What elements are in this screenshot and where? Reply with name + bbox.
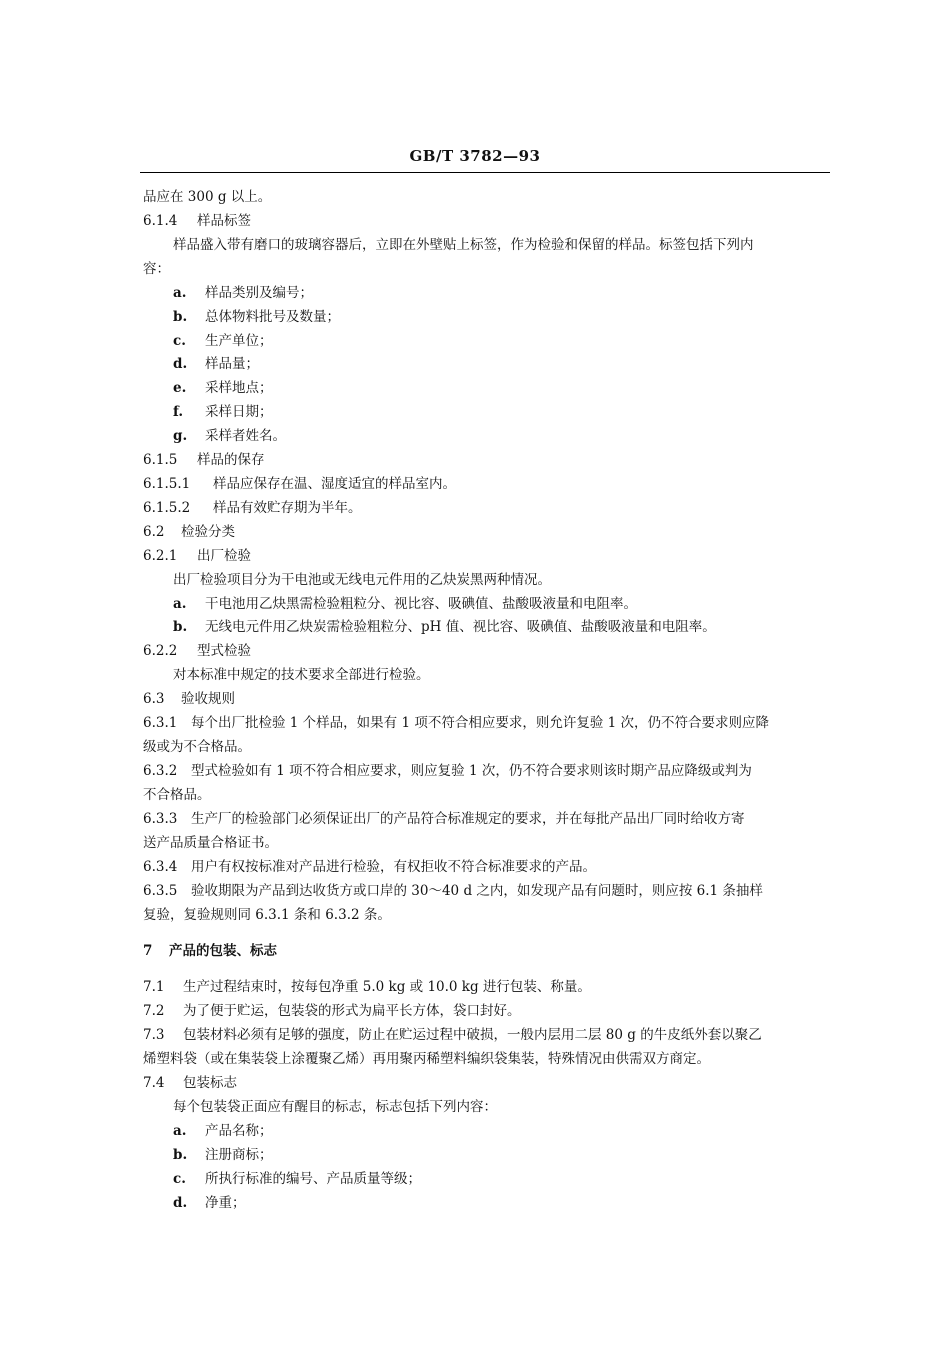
paragraph-line: 样品盛入带有磨口的玻璃容器后，立即在外壁贴上标签，作为检验和保留的样品。标签包括下列内 — [173, 237, 754, 253]
section-number: 7.2 — [143, 1003, 165, 1019]
paragraph-line: 不合格品。 — [143, 787, 211, 803]
section-6-2 — [143, 523, 235, 541]
list-item — [173, 308, 340, 326]
paragraph-line: 对本标准中规定的技术要求全部进行检验。 — [173, 667, 430, 683]
paragraph-line: 送产品质量合格证书。 — [143, 835, 278, 851]
list-item — [173, 284, 313, 302]
header-rule — [140, 172, 830, 173]
section-6-3-1 — [143, 714, 769, 732]
section-number: 6.3.4 — [143, 859, 178, 875]
section-number: 6.1.5 — [143, 452, 178, 468]
section-title: 样品标签 — [197, 213, 251, 229]
section-text: 验收期限为产品到达收货方或口岸的 30～40 d 之内，如发现产品有问题时，则应按 6.1 条抽样 — [191, 883, 763, 899]
section-6-1-5 — [143, 451, 265, 469]
section-6-2-1 — [143, 547, 251, 565]
list-marker: c. — [173, 333, 186, 349]
list-marker: b. — [173, 1147, 188, 1163]
section-text: 型式检验如有 1 项不符合相应要求，则应复验 1 次，仍不符合要求则该时期产品应降级或判为 — [191, 763, 752, 779]
paragraph-line: 出厂检验项目分为干电池或无线电元件用的乙炔炭黑两种情况。 — [173, 572, 551, 588]
list-item — [173, 595, 637, 613]
section-title: 产品的包装、标志 — [169, 943, 277, 959]
paragraph-line: 复验，复验规则同 6.3.1 条和 6.3.2 条。 — [143, 907, 391, 923]
paragraph-line: 每个包装袋正面应有醒目的标志，标志包括下列内容： — [173, 1099, 497, 1115]
list-item — [173, 379, 273, 397]
chapter-7-heading — [143, 942, 277, 960]
section-text: 用户有权按标准对产品进行检验，有权拒收不符合标准要求的产品。 — [191, 859, 596, 875]
paragraph-line: 级或为不合格品。 — [143, 739, 251, 755]
list-text: 样品类别及编号； — [205, 285, 313, 301]
section-text: 生产厂的检验部门必须保证出厂的产品符合标准规定的要求，并在每批产品出厂同时给收方寄 — [191, 811, 745, 827]
section-6-2-2 — [143, 642, 251, 660]
section-number: 6.2.1 — [143, 548, 178, 564]
section-6-3-3 — [143, 810, 745, 828]
section-title: 样品的保存 — [197, 452, 265, 468]
list-marker: a. — [173, 596, 187, 612]
list-item — [173, 332, 273, 350]
list-text: 净重； — [205, 1195, 246, 1211]
paragraph-line: 烯塑料袋（或在集装袋上涂覆聚乙烯）再用聚丙稀塑料编织袋集装，特殊情况由供需双方商定。 — [143, 1051, 710, 1067]
list-marker: b. — [173, 619, 188, 635]
list-item — [173, 355, 259, 373]
list-item — [173, 1170, 421, 1188]
list-text: 总体物料批号及数量； — [205, 309, 340, 325]
section-number: 6.3.5 — [143, 883, 178, 899]
list-item — [173, 1122, 273, 1140]
section-7-1 — [143, 978, 591, 996]
section-7-2 — [143, 1002, 521, 1020]
list-text: 采样者姓名。 — [205, 428, 286, 444]
section-6-3-4 — [143, 858, 596, 876]
section-number: 6.3 — [143, 691, 165, 707]
list-marker: f. — [173, 404, 184, 420]
list-text: 干电池用乙炔黑需检验粗粒分、视比容、吸碘值、盐酸吸液量和电阻率。 — [205, 596, 637, 612]
section-7-4 — [143, 1074, 237, 1092]
list-text: 生产单位； — [205, 333, 273, 349]
section-number: 6.2.2 — [143, 643, 178, 659]
section-number: 6.3.3 — [143, 811, 178, 827]
section-6-3 — [143, 690, 235, 708]
list-marker: g. — [173, 428, 188, 444]
section-7-3 — [143, 1026, 762, 1044]
section-number: 6.2 — [143, 524, 165, 540]
section-number: 6.1.5.1 — [143, 476, 191, 492]
section-text: 每个出厂批检验 1 个样品，如果有 1 项不符合相应要求，则允许复验 1 次，仍不符合要求则应降 — [191, 715, 770, 731]
list-text: 无线电元件用乙炔炭需检验粗粒分、pH 值、视比容、吸碘值、盐酸吸液量和电阻率。 — [205, 619, 716, 635]
section-number: 6.1.4 — [143, 213, 178, 229]
section-6-1-5-1 — [143, 475, 456, 493]
list-marker: a. — [173, 1123, 187, 1139]
section-number: 7.4 — [143, 1075, 165, 1091]
list-item — [173, 1194, 246, 1212]
section-number: 6.3.1 — [143, 715, 178, 731]
list-text: 采样日期； — [205, 404, 273, 420]
list-text: 采样地点； — [205, 380, 273, 396]
section-title: 包装标志 — [183, 1075, 237, 1091]
section-text: 样品有效贮存期为半年。 — [213, 500, 362, 516]
list-marker: a. — [173, 285, 187, 301]
section-text: 为了便于贮运，包装袋的形式为扁平长方体，袋口封好。 — [183, 1003, 521, 1019]
paragraph-line: 容： — [143, 261, 170, 277]
list-text: 产品名称； — [205, 1123, 273, 1139]
section-number: 6.3.2 — [143, 763, 178, 779]
section-title: 验收规则 — [181, 691, 235, 707]
section-number: 7.3 — [143, 1027, 165, 1043]
list-marker: d. — [173, 1195, 188, 1211]
section-number: 6.1.5.2 — [143, 500, 191, 516]
section-title: 型式检验 — [197, 643, 251, 659]
section-number: 7.1 — [143, 979, 165, 995]
section-text: 样品应保存在温、湿度适宜的样品室内。 — [213, 476, 456, 492]
list-text: 样品量； — [205, 356, 259, 372]
list-text: 所执行标准的编号、产品质量等级； — [205, 1171, 421, 1187]
section-number: 7 — [143, 943, 153, 959]
section-title: 检验分类 — [181, 524, 235, 540]
list-item — [173, 618, 716, 636]
section-6-1-4 — [143, 212, 251, 230]
section-text: 生产过程结束时，按每包净重 5.0 kg 或 10.0 kg 进行包装、称量。 — [183, 979, 591, 995]
list-marker: e. — [173, 380, 187, 396]
list-text: 注册商标； — [205, 1147, 273, 1163]
section-text: 包装材料必须有足够的强度，防止在贮运过程中破损，一般内层用二层 80 g 的牛皮纸外套以聚乙 — [183, 1027, 762, 1043]
section-6-3-5 — [143, 882, 763, 900]
list-item — [173, 403, 273, 421]
paragraph-line: 品应在 300 g 以上。 — [143, 189, 272, 205]
section-title: 出厂检验 — [197, 548, 251, 564]
page-header: GB/T 3782—93 — [409, 147, 541, 165]
section-6-1-5-2 — [143, 499, 362, 517]
list-item — [173, 1146, 273, 1164]
list-marker: b. — [173, 309, 188, 325]
list-marker: d. — [173, 356, 188, 372]
list-marker: c. — [173, 1171, 186, 1187]
list-item — [173, 427, 286, 445]
section-6-3-2 — [143, 762, 752, 780]
